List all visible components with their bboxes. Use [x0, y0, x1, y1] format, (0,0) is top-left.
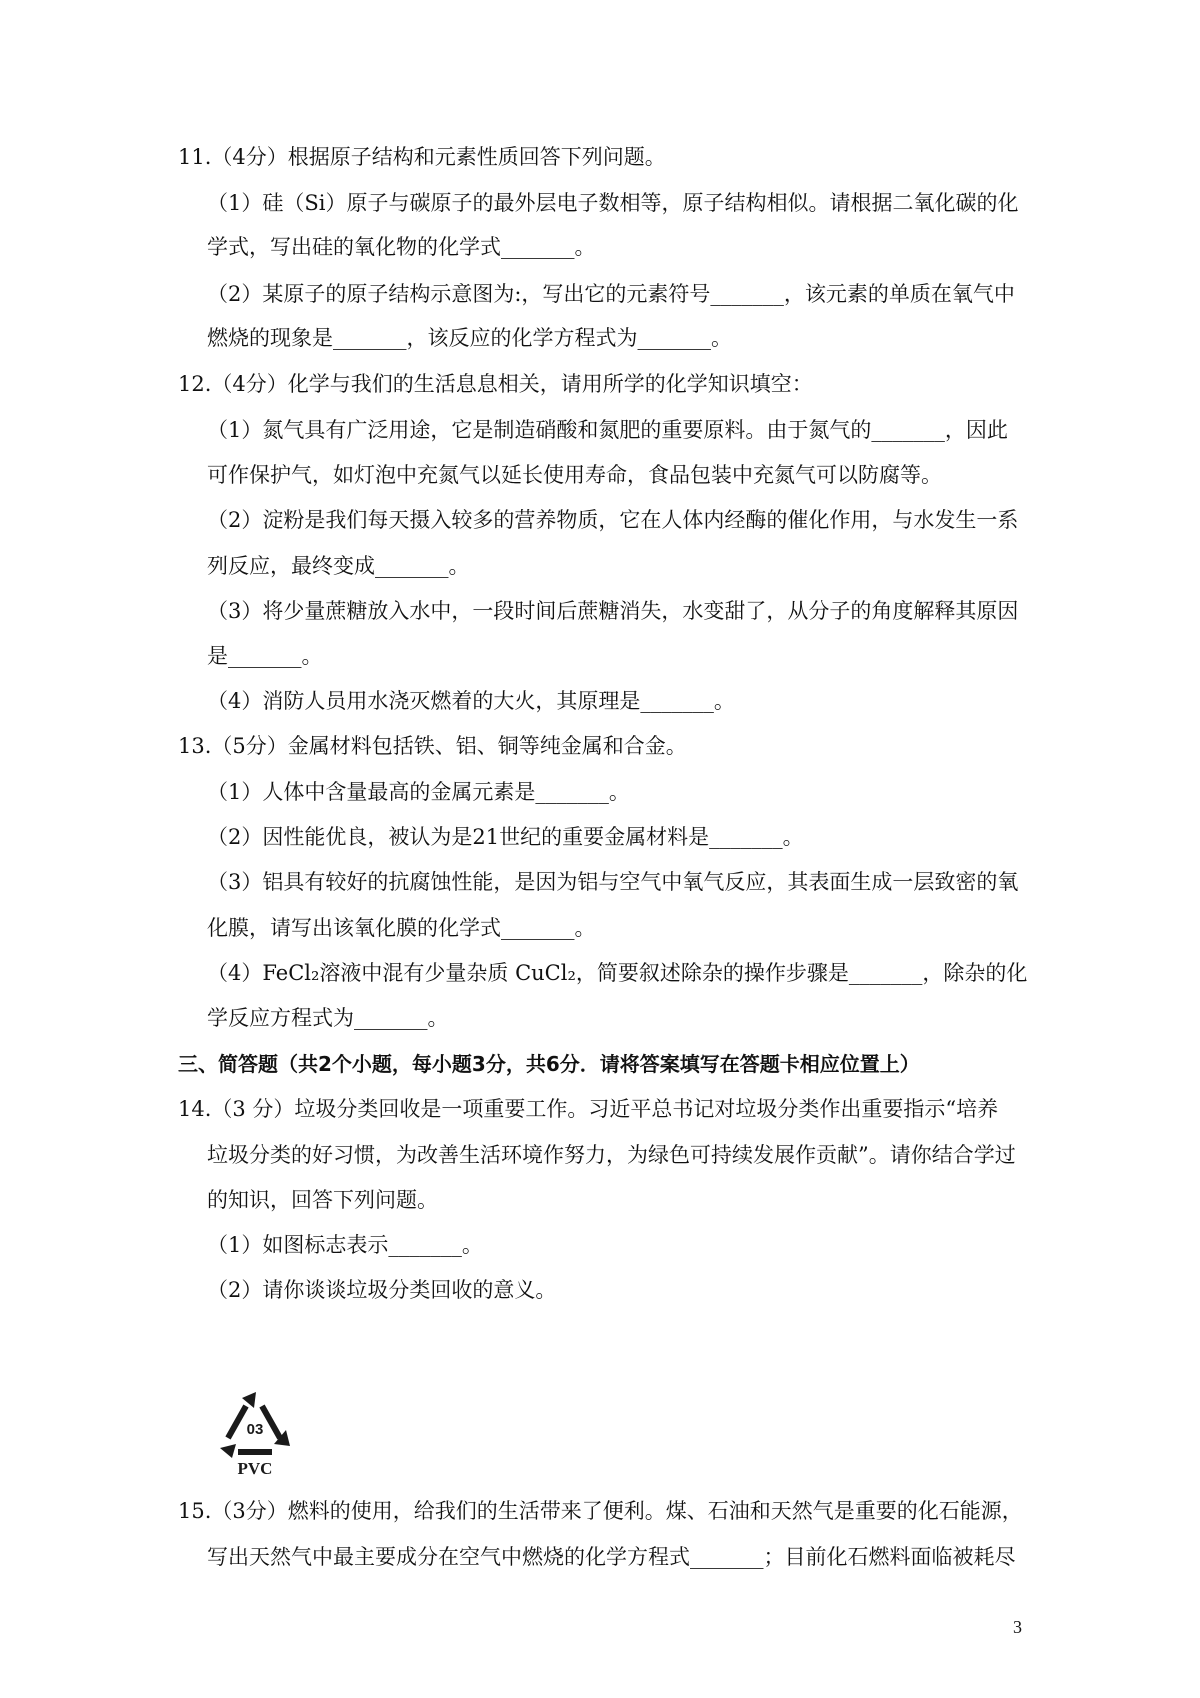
q12-1-line-a: （1）氮气具有广泛用途，它是制造硝酸和氮肥的重要原料。由于氮气的_______，因此 — [207, 418, 1008, 442]
q12-3-line-a: （3）将少量蔗糖放入水中，一段时间后蔗糖消失，水变甜了，从分子的角度解释其原因 — [207, 599, 1019, 623]
q13-1-line: （1）人体中含量最高的金属元素是_______。 — [207, 780, 630, 804]
logo-caption: PVC — [237, 1459, 273, 1478]
q14-stem-c: 的知识，回答下列问题。 — [207, 1188, 438, 1212]
q12-stem: 12.（4分）化学与我们的生活息息相关，请用所学的化学知识填空： — [178, 372, 813, 396]
q11-2-line-a: （2）某原子的原子结构示意图为:，写出它的元素符号_______，该元素的单质在氧气中 — [207, 282, 1015, 306]
q13-2-line: （2）因性能优良，被认为是21世纪的重要金属材料是_______。 — [207, 825, 804, 849]
recycling-triangle-icon — [212, 1386, 298, 1478]
q13-3-line-a: （3）铝具有较好的抗腐蚀性能，是因为铝与空气中氧气反应，其表面生成一层致密的氧 — [207, 870, 1019, 894]
q14-1-line: （1）如图标志表示_______。 — [207, 1233, 483, 1257]
q15-line-b: 写出天然气中最主要成分在空气中燃烧的化学方程式_______；目前化石燃料面临被耗尽 — [207, 1545, 1016, 1569]
q13-stem: 13.（5分）金属材料包括铁、铝、铜等纯金属和合金。 — [178, 734, 687, 758]
q13-4-line-a: （4）FeCl₂溶液中混有少量杂质 CuCl₂，简要叙述除杂的操作步骤是_______，除杂的化 — [207, 961, 1028, 985]
logo-number: 03 — [246, 1421, 264, 1438]
q14-stem-b: 垃圾分类的好习惯，为改善生活环境作努力，为绿色可持续发展作贡献”。请你结合学过 — [207, 1143, 1016, 1167]
q11-1-line-a: （1）硅（Si）原子与碳原子的最外层电子数相等，原子结构相似。请根据二氧化碳的化 — [207, 191, 1019, 215]
q11-stem: 11.（4分）根据原子结构和元素性质回答下列问题。 — [178, 145, 666, 169]
q12-1-line-b: 可作保护气，如灯泡中充氮气以延长使用寿命，食品包装中充氮气可以防腐等。 — [207, 463, 942, 487]
q14-2-line: （2）请你谈谈垃圾分类回收的意义。 — [207, 1278, 557, 1302]
q11-2-line-b: 燃烧的现象是_______，该反应的化学方程式为_______。 — [207, 326, 732, 350]
pvc-recycling-logo — [212, 1386, 298, 1478]
q13-4-line-b: 学反应方程式为_______。 — [207, 1006, 449, 1030]
q15-line-a: 15.（3分）燃料的使用，给我们的生活带来了便利。煤、石油和天然气是重要的化石能源， — [178, 1499, 1023, 1523]
page-number: 3 — [1013, 1617, 1022, 1637]
q13-3-line-b: 化膜，请写出该氧化膜的化学式_______。 — [207, 916, 596, 940]
q14-stem-a: 14.（3 分）垃圾分类回收是一项重要工作。习近平总书记对垃圾分类作出重要指示“培养 — [178, 1097, 999, 1121]
q11-1-line-b: 学式，写出硅的氧化物的化学式_______。 — [207, 235, 596, 259]
section-heading: 三、简答题（共2个小题，每小题3分，共6分．请将答案填写在答题卡相应位置上） — [178, 1052, 920, 1076]
q12-2-line-b: 列反应，最终变成_______。 — [207, 554, 470, 578]
q12-3-line-b: 是_______。 — [207, 644, 323, 668]
q12-2-line-a: （2）淀粉是我们每天摄入较多的营养物质，它在人体内经酶的催化作用，与水发生一系 — [207, 508, 1019, 532]
q12-4-line: （4）消防人员用水浇灭燃着的大火，其原理是_______。 — [207, 689, 735, 713]
